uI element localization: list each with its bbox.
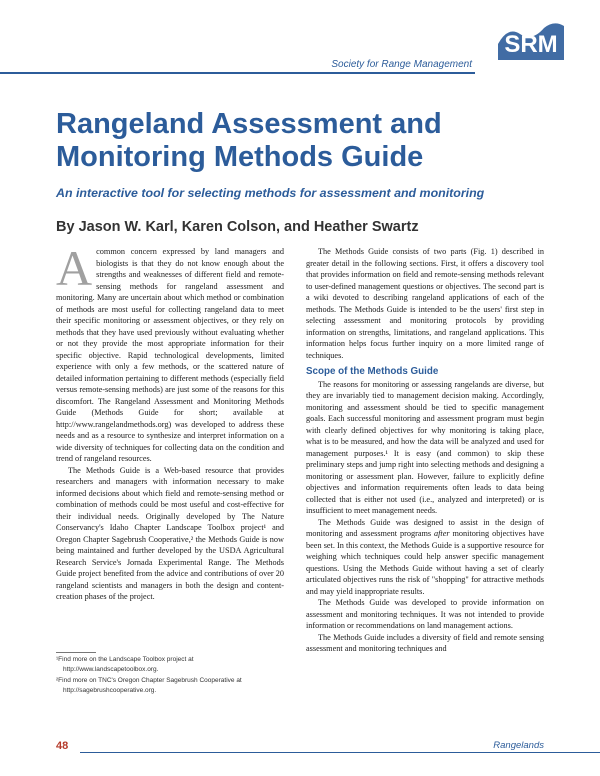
- left-column: [56, 240, 284, 603]
- footnote-2: ²Find more on TNC's Oregon Chapter Sagebrush Cooperative at http://sagebrushcooperative.org.: [56, 677, 242, 694]
- article-authors: By Jason W. Karl, Karen Colson, and Heather Swartz: [56, 219, 419, 235]
- srm-logo: [496, 16, 566, 60]
- section-heading-scope: Scope of the Methods Guide: [306, 366, 439, 377]
- right-paragraph-3-b: monitoring objectives have been set. In this context, the Methods Guide is a supportive resource for weighing which techniques could help answer specific management questions. Using the Methods Guide without having a set of clearly articulated objectives runs the risk of "shopping" for attractive methods and may yield inappropriate results.: [306, 529, 545, 596]
- footnote-1: ¹Find more on the Landscape Toolbox project at http://www.landscapetoolbox.org.: [56, 656, 194, 673]
- right-paragraph-3-em: after: [434, 529, 450, 538]
- srm-logo-graphic: [496, 16, 566, 60]
- srm-logo-text: SRM: [504, 31, 558, 58]
- left-paragraph-2: The Methods Guide is a Web-based resource that provides researchers and managers with information necessary to make informed decisions about which field and remote-sensing method or combination of methods could be most useful and cost-effective for their individual needs. Originally developed by The Nature Conservancy's Idaho Chapter Landscape Toolbox project¹ and Oregon Chapter Sagebrush Cooperative,² the Methods Guide is now being maintained and further developed by the USDA Agricultural Research Service's Jornada Experimental Range. The Methods Guide project benefited from the advice and contributions of over 20 rangeland scientists and managers in both the design and content-creation phases of the project.: [56, 465, 284, 601]
- right-paragraph-3: [306, 517, 544, 598]
- footnotes: [56, 655, 284, 697]
- left-paragraph-1-text: common concern expressed by land managers and biologists is that they do not know enough about the strengths and weaknesses of different field and remote-sensing methods for rangeland assessment and monitoring. Many are uncertain about which method or combination of methods are most useful for collecting rangeland data to meet their specific monitoring or assessment objectives, or they rely on methods that they have used previously without evaluating whether or not they provide the most appropriate information for their specific objective. Rapid technological developments, limited experience with only a few methods, or the scattered nature of detailed information pertaining to different methods (especially field versus remote-sensing methods) are just some of the reasons for this discomfort. The Rangeland Assessment and Monitoring Methods Guide (Methods Guide for short; available at http://www.rangelandmethods.org) was developed to address these needs and as a resource to synthesize and interpret information on a wide diversity of techniques for collecting data on the condition and trend of rangeland resources.: [56, 247, 284, 463]
- header-rule: [0, 72, 475, 74]
- left-paragraph-1: [56, 240, 284, 465]
- right-paragraph-5: The Methods Guide includes a diversity of field and remote sensing assessment and monitoring techniques and: [306, 632, 544, 653]
- right-paragraph-4: The Methods Guide was developed to provide information on assessment and monitoring techniques. It was not intended to provide information or recommendations on land management actions.: [306, 598, 544, 630]
- footer-rule: [80, 752, 600, 753]
- journal-name: Rangelands: [493, 740, 544, 751]
- society-name: Society for Range Management: [331, 59, 472, 70]
- footnote-rule: [56, 652, 96, 653]
- right-column: [306, 246, 544, 655]
- article-title: Rangeland Assessment and Monitoring Methods Guide: [56, 108, 442, 173]
- page-number: 48: [56, 740, 69, 752]
- right-paragraph-3-a: The Methods Guide was designed to assist in the design of monitoring and assessment programs: [306, 517, 544, 538]
- drop-cap: A: [56, 240, 93, 296]
- right-paragraph-1: The Methods Guide consists of two parts (Fig. 1) described in greater detail in the following sections. First, it offers a discovery tool that provides information on field and remote-sensing methods relevant to user-defined management questions or objectives. The second part is a wiki devoted to describing rangeland applications of each of the methods. The Methods Guide is intended to be the users' first step in selecting assessment and monitoring protocols by providing information on strengths, limitations, and rangeland applications. This information helps focus further inquiry on a more limited range of techniques.: [306, 247, 544, 360]
- article-subtitle: An interactive tool for selecting methods for assessment and monitoring: [56, 186, 485, 200]
- right-paragraph-2: The reasons for monitoring or assessing rangelands are diverse, but they are invariably tied to management decision making. Accordingly, monitoring and assessment should be tied to specific management goals. Each successful monitoring and assessment program must begin with clearly defined objectives for why monitoring is taking place, what is to be measured, and how the data will be analyzed and used for management purposes.¹ It is easy (and common) to skip these preliminary steps and jump right into selecting methods and designing a monitoring or assessment plan. However, failure to explicitly define objectives and information requirements often leads to data being collected that is either not used (i.e., analyzed and interpreted) or is insufficient to meet management needs.: [306, 379, 544, 515]
